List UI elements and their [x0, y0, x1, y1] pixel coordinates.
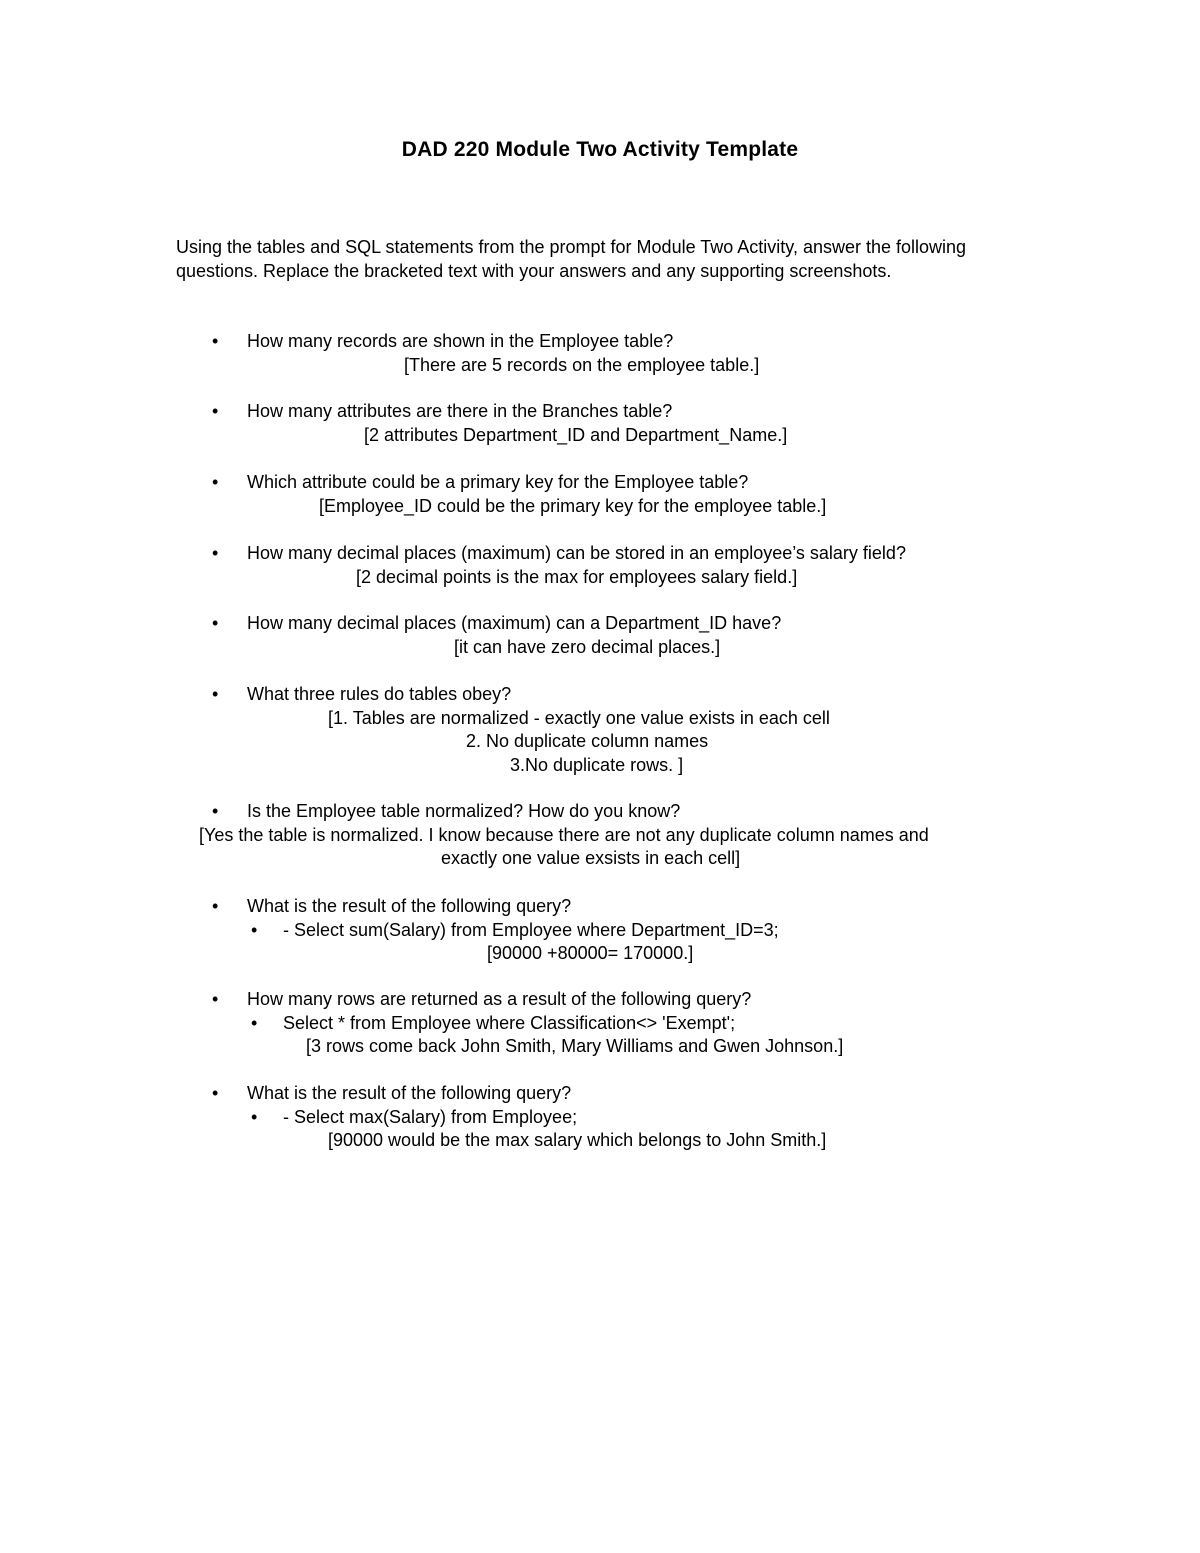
answer-text: [90000 would be the max salary which belongs to John Smith.] [328, 1130, 827, 1150]
answer-line: exactly one value exsists in each cell] [441, 848, 741, 868]
answer-text: [3 rows come back John Smith, Mary Williams and Gwen Johnson.] [306, 1036, 844, 1056]
question-text: What is the result of the following query? [247, 896, 572, 916]
question-block-3 [176, 471, 1016, 518]
bullet-icon: • [212, 472, 219, 492]
question-text: How many decimal places (maximum) can be stored in an employee’s salary field? [247, 543, 906, 563]
answer-text: [90000 +80000= 170000.] [487, 943, 694, 963]
question-text: What is the result of the following query? [247, 1083, 572, 1103]
question-block-5 [176, 612, 1016, 659]
question-block-10 [176, 1082, 1016, 1153]
answer-line: [Yes the table is normalized. I know because there are not any duplicate column names and [199, 824, 929, 845]
sub-bullet-icon: • [251, 1012, 258, 1033]
answer-text: [2 decimal points is the max for employees salary field.] [356, 566, 798, 587]
answer-text: [it can have zero decimal places.] [454, 636, 721, 657]
bullet-icon: • [212, 989, 219, 1009]
question-text: How many decimal places (maximum) can a Department_ID have? [247, 613, 782, 633]
query-text: - Select max(Salary) from Employee; [283, 1106, 578, 1127]
sub-bullet-icon: • [251, 919, 258, 940]
question-text: How many attributes are there in the Branches table? [247, 401, 673, 421]
bullet-icon: • [212, 896, 219, 916]
question-text: How many records are shown in the Employee table? [247, 331, 674, 351]
intro-paragraph: Using the tables and SQL statements from the prompt for Module Two Activity, answer the following questions. Replace the bracketed text with your answers and any supporting screenshots. [176, 237, 967, 281]
question-block-9 [176, 988, 1016, 1059]
bullet-icon: • [212, 543, 219, 563]
sub-bullet-icon: • [251, 1106, 258, 1127]
query-text: Select * from Employee where Classification<> 'Exempt'; [283, 1012, 736, 1033]
bullet-icon: • [212, 1083, 219, 1103]
question-block-2 [176, 400, 1016, 447]
answer-line: 2. No duplicate column names [466, 731, 709, 751]
question-block-8 [176, 895, 1016, 966]
question-text: Which attribute could be a primary key for the Employee table? [247, 472, 749, 492]
answer-text: [2 attributes Department_ID and Department_Name.] [364, 424, 788, 445]
answer-text: [Employee_ID could be the primary key for the employee table.] [319, 495, 827, 516]
question-text: What three rules do tables obey? [247, 684, 512, 704]
question-block-6 [176, 683, 1016, 777]
question-block-7 [176, 800, 1016, 871]
query-text: - Select sum(Salary) from Employee where Department_ID=3; [283, 919, 779, 940]
answer-line: 3.No duplicate rows. ] [510, 754, 684, 775]
question-block-4 [176, 542, 1016, 589]
answer-text: [There are 5 records on the employee table.] [404, 354, 760, 375]
bullet-icon: • [212, 801, 219, 821]
bullet-icon: • [212, 401, 219, 421]
question-text: How many rows are returned as a result of the following query? [247, 989, 752, 1009]
bullet-icon: • [212, 613, 219, 633]
answer-line: [1. Tables are normalized - exactly one value exists in each cell [328, 707, 830, 728]
question-text: Is the Employee table normalized? How do you know? [247, 801, 681, 821]
bullet-icon: • [212, 684, 219, 704]
document-title: DAD 220 Module Two Activity Template [401, 138, 799, 161]
question-block-1 [176, 330, 1016, 377]
bullet-icon: • [212, 331, 219, 351]
